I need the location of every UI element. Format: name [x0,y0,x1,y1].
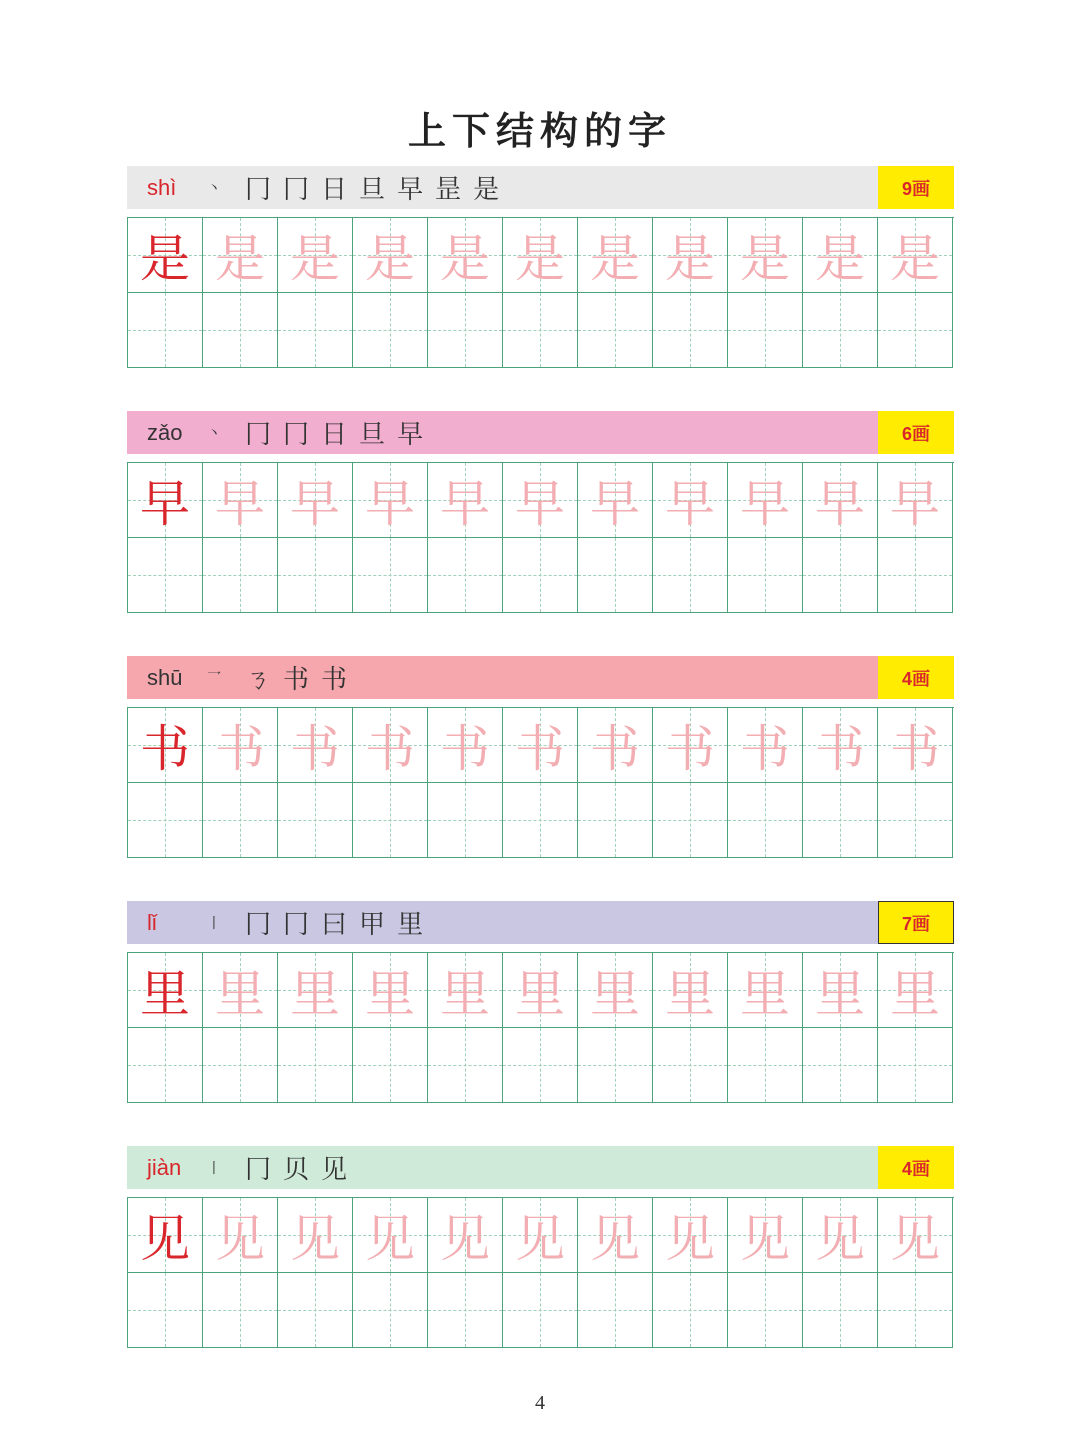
character-section [127,166,954,368]
stroke-step: 贝 [283,1155,310,1185]
writing-grid [127,707,954,858]
trace-character: 里 [815,965,865,1023]
practice-cell-traced [203,463,278,538]
trace-character: 书 [740,720,790,778]
practice-cell-traced [503,953,578,1028]
stroke-step: 早 [397,420,424,450]
stroke-step: 冂 [283,420,310,450]
practice-cell-traced [353,1198,428,1273]
practice-cell-traced [203,218,278,293]
trace-character: 早 [815,475,865,533]
trace-character: 早 [515,475,565,533]
stroke-step: 丨 [207,1160,221,1177]
trace-character: 见 [365,1210,415,1268]
practice-cell-empty[interactable] [878,538,953,613]
trace-character: 是 [440,230,490,288]
practice-cell-empty[interactable] [278,538,353,613]
practice-cell-traced [428,708,503,783]
trace-character: 书 [290,720,340,778]
stroke-step: 书 [321,665,348,695]
character-section [127,901,954,1103]
section-header [127,901,954,944]
practice-cell-empty[interactable] [503,1273,578,1348]
practice-cell-empty[interactable] [428,293,503,368]
trace-character: 见 [290,1210,340,1268]
practice-cell-empty[interactable] [653,1273,728,1348]
practice-cell-traced [803,218,878,293]
practice-cell-empty[interactable] [728,538,803,613]
stroke-step: 见 [321,1155,348,1185]
stroke-order [207,1149,359,1186]
stroke-step: 日 [321,175,348,205]
practice-cell-traced [428,463,503,538]
practice-cell-traced [803,708,878,783]
practice-cell-empty[interactable] [803,783,878,858]
practice-cell-empty[interactable] [203,1028,278,1103]
stroke-step: 丨 [207,915,221,932]
page-number: 4 [535,1392,545,1414]
trace-character: 里 [740,965,790,1023]
trace-character: 早 [665,475,715,533]
practice-cell-traced [878,218,953,293]
trace-character: 见 [665,1210,715,1268]
trace-character: 早 [890,475,940,533]
practice-cell-empty[interactable] [353,293,428,368]
page-title: 上下结构的字 [407,108,672,153]
model-character: 早 [140,475,190,533]
practice-cell-traced [353,218,428,293]
section-header [127,656,954,699]
practice-cell-traced [203,1198,278,1273]
trace-character: 早 [740,475,790,533]
practice-cell-empty[interactable] [428,783,503,858]
practice-cell-empty[interactable] [128,1273,203,1348]
practice-cell-traced [128,708,203,783]
trace-character: 早 [440,475,490,533]
trace-character: 里 [440,965,490,1023]
practice-cell-traced [503,463,578,538]
practice-cell-empty[interactable] [803,1273,878,1348]
trace-character: 见 [440,1210,490,1268]
trace-character: 书 [890,720,940,778]
character-section [127,411,954,613]
practice-cell-empty[interactable] [878,1273,953,1348]
trace-character: 是 [665,230,715,288]
practice-cell-traced [503,218,578,293]
trace-character: 里 [590,965,640,1023]
practice-cell-empty[interactable] [503,783,578,858]
practice-cell-traced [578,218,653,293]
writing-grid [127,1197,954,1348]
pinyin-label: zǎo [147,419,183,445]
practice-cell-traced [728,1198,803,1273]
practice-cell-traced [578,953,653,1028]
practice-cell-traced [803,463,878,538]
stroke-step: 冂 [245,175,272,205]
trace-character: 见 [740,1210,790,1268]
trace-character: 里 [290,965,340,1023]
practice-cell-empty[interactable] [803,1028,878,1103]
trace-character: 见 [215,1210,265,1268]
practice-cell-traced [578,708,653,783]
trace-character: 书 [590,720,640,778]
pinyin-label: shì [147,174,177,200]
model-character: 书 [140,720,190,778]
trace-character: 里 [215,965,265,1023]
practice-cell-traced [353,463,428,538]
stroke-step: 里 [397,910,424,940]
model-character: 是 [140,230,190,288]
trace-character: 是 [290,230,340,288]
trace-character: 早 [215,475,265,533]
section-header [127,1146,954,1189]
practice-cell-empty[interactable] [203,293,278,368]
writing-grid [127,952,954,1103]
practice-cell-traced [428,218,503,293]
stroke-count-badge: 7画 [878,901,954,944]
writing-grid [127,462,954,613]
practice-cell-traced [278,463,353,538]
practice-cell-empty[interactable] [278,1028,353,1103]
trace-character: 是 [365,230,415,288]
practice-cell-empty[interactable] [578,1273,653,1348]
practice-cell-traced [653,953,728,1028]
stroke-order [207,904,435,941]
practice-cell-traced [278,708,353,783]
practice-cell-empty[interactable] [203,1273,278,1348]
practice-cell-empty[interactable] [128,783,203,858]
trace-character: 见 [890,1210,940,1268]
pinyin-label: lǐ [147,909,157,935]
practice-cell-traced [728,953,803,1028]
trace-character: 是 [590,230,640,288]
practice-cell-empty[interactable] [278,293,353,368]
practice-cell-empty[interactable] [578,538,653,613]
practice-cell-empty[interactable] [428,538,503,613]
trace-character: 早 [290,475,340,533]
practice-cell-traced [578,1198,653,1273]
stroke-step: 书 [283,665,310,695]
practice-cell-empty[interactable] [428,1273,503,1348]
stroke-step: 冂 [283,910,310,940]
practice-cell-traced [653,463,728,538]
practice-cell-empty[interactable] [578,293,653,368]
practice-cell-traced [203,708,278,783]
stroke-order [207,659,359,696]
practice-cell-traced [728,218,803,293]
practice-cell-empty[interactable] [878,783,953,858]
stroke-step: 旦 [359,420,386,450]
practice-cell-empty[interactable] [503,538,578,613]
character-section [127,656,954,858]
practice-cell-empty[interactable] [653,1028,728,1103]
practice-cell-traced [278,953,353,1028]
practice-cell-traced [878,463,953,538]
stroke-step: 冂 [245,910,272,940]
trace-character: 书 [440,720,490,778]
stroke-count-badge: 9画 [878,166,954,209]
stroke-step: 冂 [245,420,272,450]
practice-cell-empty[interactable] [578,1028,653,1103]
trace-character: 书 [365,720,415,778]
practice-cell-empty[interactable] [803,293,878,368]
stroke-order [207,414,435,451]
stroke-step: ㄋ [245,665,272,695]
trace-character: 里 [365,965,415,1023]
practice-cell-traced [128,463,203,538]
practice-cell-traced [578,463,653,538]
model-character: 里 [140,965,190,1023]
practice-cell-traced [503,1198,578,1273]
stroke-order [207,169,511,206]
practice-cell-empty[interactable] [728,293,803,368]
practice-cell-traced [653,218,728,293]
practice-cell-traced [653,1198,728,1273]
practice-cell-empty[interactable] [878,1028,953,1103]
practice-cell-empty[interactable] [878,293,953,368]
character-section [127,1146,954,1348]
practice-cell-empty[interactable] [503,1028,578,1103]
stroke-step: 甲 [359,910,386,940]
stroke-count-badge: 6画 [878,411,954,454]
practice-cell-traced [653,708,728,783]
practice-cell-traced [128,218,203,293]
trace-character: 是 [740,230,790,288]
practice-cell-empty[interactable] [728,1273,803,1348]
practice-cell-traced [878,953,953,1028]
practice-cell-traced [503,708,578,783]
stroke-count-badge: 4画 [878,1146,954,1189]
stroke-step: 日 [321,420,348,450]
practice-cell-traced [128,1198,203,1273]
practice-cell-empty[interactable] [353,1028,428,1103]
practice-cell-traced [878,708,953,783]
practice-cell-empty[interactable] [353,538,428,613]
trace-character: 书 [515,720,565,778]
practice-cell-empty[interactable] [653,783,728,858]
practice-cell-traced [728,708,803,783]
trace-character: 见 [815,1210,865,1268]
stroke-step: 是 [473,175,500,205]
trace-character: 书 [215,720,265,778]
practice-cell-empty[interactable] [203,783,278,858]
practice-cell-empty[interactable] [353,783,428,858]
stroke-step: 曰 [321,910,348,940]
pinyin-label: shū [147,664,183,690]
stroke-step: 昰 [435,175,462,205]
practice-cell-traced [278,1198,353,1273]
stroke-step: 早 [397,175,424,205]
trace-character: 是 [890,230,940,288]
stroke-count-badge: 4画 [878,656,954,699]
practice-cell-traced [803,1198,878,1273]
practice-cell-empty[interactable] [353,1273,428,1348]
trace-character: 里 [890,965,940,1023]
stroke-step: 乛 [207,670,221,687]
stroke-step: 旦 [359,175,386,205]
stroke-step: 丶 [207,425,221,442]
practice-cell-empty[interactable] [128,1028,203,1103]
trace-character: 里 [515,965,565,1023]
trace-character: 是 [215,230,265,288]
practice-cell-empty[interactable] [653,293,728,368]
practice-cell-empty[interactable] [203,538,278,613]
practice-cell-traced [878,1198,953,1273]
practice-cell-empty[interactable] [653,538,728,613]
practice-cell-empty[interactable] [803,538,878,613]
pinyin-label: jiàn [147,1154,182,1180]
practice-cell-empty[interactable] [428,1028,503,1103]
trace-character: 是 [515,230,565,288]
practice-cell-traced [428,1198,503,1273]
practice-cell-empty[interactable] [503,293,578,368]
practice-cell-traced [353,708,428,783]
trace-character: 书 [665,720,715,778]
practice-cell-empty[interactable] [728,1028,803,1103]
practice-cell-traced [728,463,803,538]
practice-cell-empty[interactable] [278,783,353,858]
trace-character: 见 [590,1210,640,1268]
practice-cell-traced [803,953,878,1028]
stroke-step: 冂 [245,1155,272,1185]
practice-cell-empty[interactable] [578,783,653,858]
model-character: 见 [140,1210,190,1268]
trace-character: 早 [590,475,640,533]
practice-cell-empty[interactable] [278,1273,353,1348]
trace-character: 里 [665,965,715,1023]
practice-cell-traced [128,953,203,1028]
practice-cell-traced [203,953,278,1028]
stroke-step: 丶 [207,180,221,197]
section-header [127,166,954,209]
trace-character: 早 [365,475,415,533]
trace-character: 书 [815,720,865,778]
trace-character: 是 [815,230,865,288]
practice-cell-traced [353,953,428,1028]
practice-cell-traced [278,218,353,293]
stroke-step: 冂 [283,175,310,205]
practice-cell-traced [428,953,503,1028]
practice-cell-empty[interactable] [728,783,803,858]
writing-grid [127,217,954,368]
practice-cell-empty[interactable] [128,538,203,613]
trace-character: 见 [515,1210,565,1268]
practice-cell-empty[interactable] [128,293,203,368]
section-header [127,411,954,454]
